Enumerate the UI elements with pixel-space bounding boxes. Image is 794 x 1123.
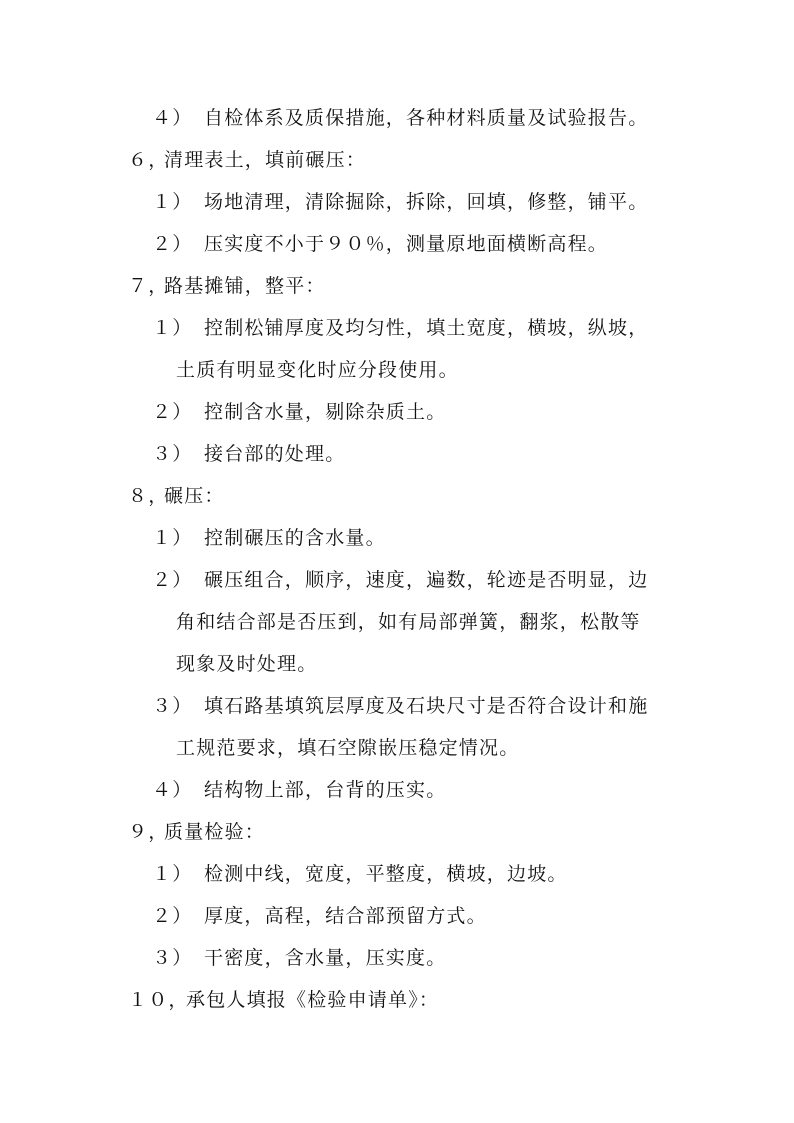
section-number: ８， bbox=[128, 485, 169, 507]
section-heading bbox=[128, 484, 225, 508]
list-item bbox=[152, 316, 648, 340]
item-text: 控制碾压的含水量。 bbox=[204, 527, 386, 549]
item-text: 控制含水量，剔除杂质土。 bbox=[204, 401, 447, 423]
section-number: ９， bbox=[128, 821, 169, 843]
list-item bbox=[152, 106, 648, 130]
item-number: ２） bbox=[152, 569, 193, 591]
item-text: 检测中线，宽度，平整度，横坡，边坡。 bbox=[204, 863, 568, 885]
list-item bbox=[152, 190, 648, 214]
item-number: １） bbox=[152, 863, 193, 885]
item-number: １） bbox=[152, 317, 193, 339]
item-number: ３） bbox=[152, 695, 193, 717]
list-item bbox=[152, 526, 386, 550]
list-item bbox=[152, 778, 446, 802]
section-text: 质量检验： bbox=[164, 821, 266, 843]
item-number: ２） bbox=[152, 233, 193, 255]
section-number: ７， bbox=[128, 275, 169, 297]
item-text: 接台部的处理。 bbox=[204, 443, 346, 465]
item-text: 自检体系及质保措施，各种材料质量及试验报告。 bbox=[204, 107, 649, 129]
list-item bbox=[152, 946, 446, 970]
item-number: ３） bbox=[152, 947, 193, 969]
item-text: 厚度，高程，结合部预留方式。 bbox=[204, 905, 487, 927]
list-item bbox=[152, 442, 345, 466]
list-item bbox=[152, 400, 446, 424]
item-text: 场地清理，清除掘除，拆除，回填，修整，铺平。 bbox=[204, 191, 649, 213]
item-text: 压实度不小于９０％，测量原地面横断高程。 bbox=[204, 233, 609, 255]
item-number: １） bbox=[152, 527, 193, 549]
section-heading bbox=[128, 820, 265, 844]
section-text: 清理表土，填前碾压： bbox=[164, 149, 367, 171]
item-number: ２） bbox=[152, 905, 193, 927]
section-number: ６， bbox=[128, 149, 169, 171]
section-text: 路基摊铺，整平： bbox=[164, 275, 326, 297]
section-number: １０， bbox=[128, 989, 189, 1011]
item-text: 干密度，含水量，压实度。 bbox=[204, 947, 447, 969]
item-number: ４） bbox=[152, 107, 193, 129]
section-text: 碾压： bbox=[164, 485, 225, 507]
item-continuation: 现象及时处理。 bbox=[176, 653, 318, 675]
item-continuation: 角和结合部是否压到，如有局部弹簧，翻浆，松散等 bbox=[176, 611, 641, 633]
section-heading bbox=[128, 274, 326, 298]
item-number: ３） bbox=[152, 443, 193, 465]
item-text: 控制松铺厚度及均匀性，填土宽度，横坡，纵坡， bbox=[204, 317, 649, 339]
section-heading bbox=[128, 148, 366, 172]
item-continuation: 土质有明显变化时应分段使用。 bbox=[176, 359, 459, 381]
list-item bbox=[152, 568, 648, 592]
list-item bbox=[152, 904, 487, 928]
item-text: 碾压组合，顺序，速度，遍数，轮迹是否明显，边 bbox=[204, 569, 649, 591]
item-continuation: 工规范要求，填石空隙嵌压稳定情况。 bbox=[176, 737, 520, 759]
list-item bbox=[152, 862, 568, 886]
item-text: 结构物上部，台背的压实。 bbox=[204, 779, 447, 801]
item-number: ４） bbox=[152, 779, 193, 801]
section-text: 承包人填报《检验申请单》： bbox=[186, 989, 440, 1011]
section-heading bbox=[128, 988, 439, 1012]
item-text: 填石路基填筑层厚度及石块尺寸是否符合设计和施 bbox=[204, 695, 649, 717]
list-item bbox=[152, 694, 648, 718]
item-number: １） bbox=[152, 191, 193, 213]
list-item bbox=[152, 232, 608, 256]
item-number: ２） bbox=[152, 401, 193, 423]
